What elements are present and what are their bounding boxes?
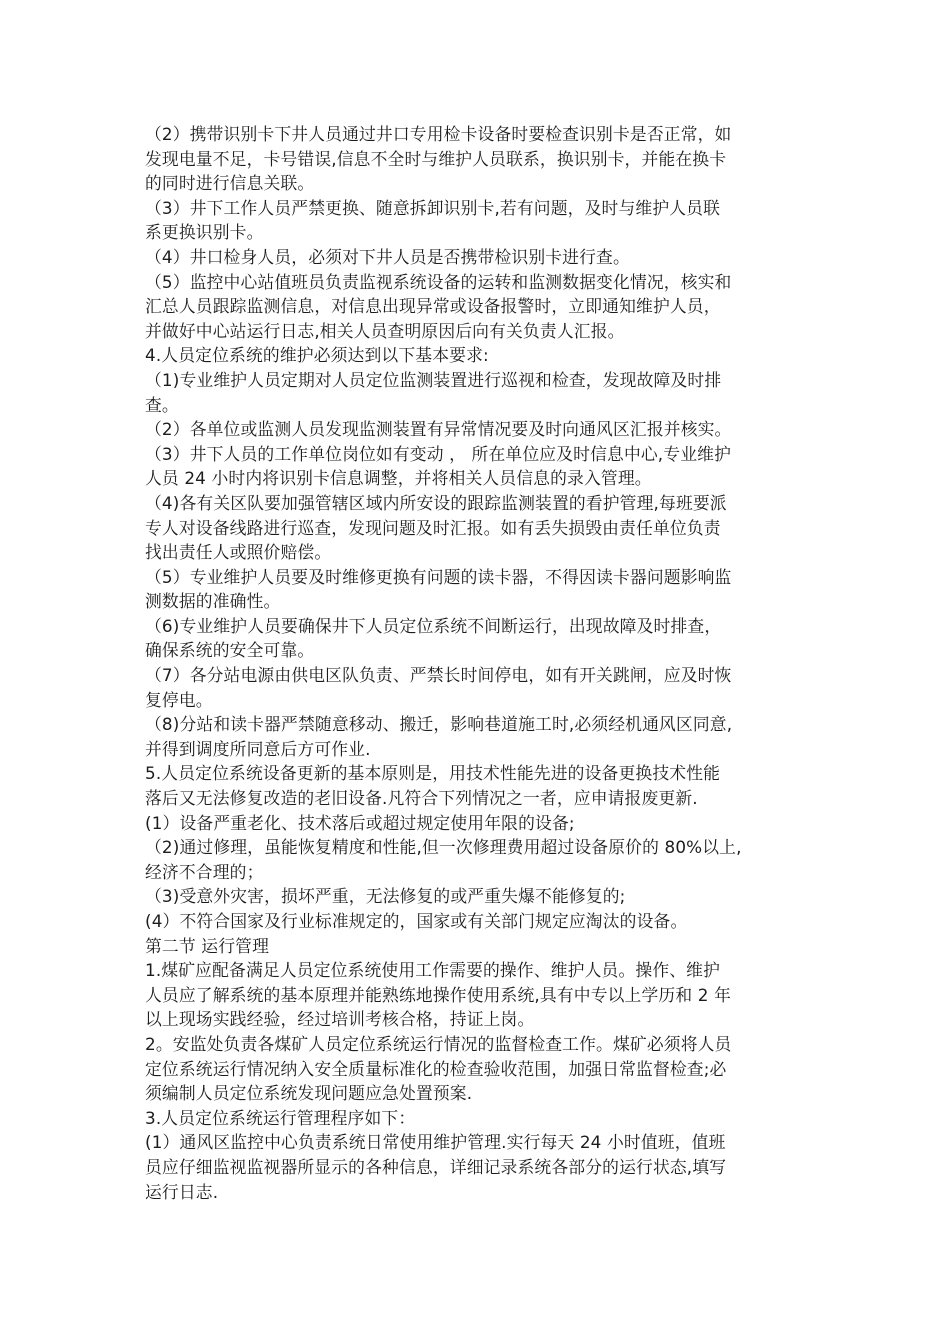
text-line: 专人对设备线路进行巡查，发现问题及时汇报。如有丢失损毁由责任单位负责 bbox=[145, 517, 721, 538]
text-line: 2。安监处负责各煤矿人员定位系统运行情况的监督检查工作。煤矿必须将人员 bbox=[145, 1033, 732, 1054]
text-line: （3)受意外灾害，损坏严重，无法修复的或严重失爆不能修复的; bbox=[145, 886, 626, 907]
text-line: 定位系统运行情况纳入安全质量标准化的检查验收范围，加强日常监督检查;必 bbox=[145, 1058, 727, 1079]
text-line: （7）各分站电源由供电区队负责、严禁长时间停电，如有开关跳闸，应及时恢 bbox=[145, 665, 732, 686]
text-line: 1.煤矿应配备满足人员定位系统使用工作需要的操作、维护人员。操作、维护 bbox=[145, 960, 721, 981]
text-line: 员应仔细监视监视器所显示的各种信息，详细记录系统各部分的运行状态,填写 bbox=[145, 1156, 727, 1177]
text-line: 以上现场实践经验，经过培训考核合格，持证上岗。 bbox=[145, 1009, 535, 1030]
text-line: 查。 bbox=[145, 394, 179, 415]
text-line: （3）井下工作人员严禁更换、随意拆卸识别卡,若有问题，及时与维护人员联 bbox=[145, 197, 721, 218]
text-line: （4)各有关区队要加强管辖区域内所安设的跟踪监测装置的看护管理,每班要派 bbox=[145, 492, 727, 513]
text-line: 发现电量不足，卡号错误,信息不全时与维护人员联系，换识别卡，并能在换卡 bbox=[145, 148, 727, 169]
text-line: 复停电。 bbox=[145, 689, 213, 710]
text-line: (4）不符合国家及行业标准规定的，国家或有关部门规定应淘汰的设备。 bbox=[145, 911, 688, 931]
text-line: （3）井下人员的工作单位岗位如有变动 ， 所在单位应及时信息中心,专业维护 bbox=[145, 443, 732, 464]
text-line: （8)分站和读卡器严禁随意移动、搬迁，影响巷道施工时,必须经机通风区同意, bbox=[145, 714, 733, 735]
text-line: （1)专业维护人员定期对人员定位监测装置进行巡视和检查，发现故障及时排 bbox=[145, 369, 722, 390]
text-line: 5.人员定位系统设备更新的基本原则是，用技术性能先进的设备更换技术性能 bbox=[145, 763, 721, 784]
text-line: （2）携带识别卡下井人员通过井口专用检卡设备时要检查识别卡是否正常，如 bbox=[145, 124, 732, 144]
text-line: （5）专业维护人员要及时维修更换有问题的读卡器，不得因读卡器问题影响监 bbox=[145, 566, 732, 587]
text-line: (1）设备严重老化、技术落后或超过规定使用年限的设备; bbox=[145, 812, 575, 833]
document-body bbox=[145, 122, 812, 1204]
text-line: （4）井口检身人员，必须对下井人员是否携带检识别卡进行查。 bbox=[145, 246, 630, 267]
text-line: 经济不合理的； bbox=[145, 861, 264, 882]
text-line: （5）监控中心站值班员负责监视系统设备的运转和监测数据变化情况，核实和 bbox=[145, 271, 732, 292]
text-line: 的同时进行信息关联。 bbox=[145, 173, 315, 194]
text-line: 并做好中心站运行日志,相关人员查明原因后向有关负责人汇报。 bbox=[145, 320, 625, 341]
text-line: 人员 24 小时内将识别卡信息调整，并将相关人员信息的录入管理。 bbox=[145, 468, 652, 489]
text-line: 3.人员定位系统运行管理程序如下： bbox=[145, 1107, 416, 1128]
text-line: (1）通风区监控中心负责系统日常使用维护管理.实行每天 24 小时值班，值班 bbox=[145, 1132, 726, 1153]
text-line: 落后又无法修复改造的老旧设备.凡符合下列情况之一者，应申请报废更新. bbox=[145, 788, 698, 809]
text-line: （6)专业维护人员要确保井下人员定位系统不间断运行，出现故障及时排查， bbox=[145, 615, 722, 636]
text-line: 4.人员定位系统的维护必须达到以下基本要求: bbox=[145, 345, 489, 366]
text-line: 并得到调度所同意后方可作业. bbox=[145, 738, 371, 759]
text-line: 系更换识别卡。 bbox=[145, 222, 264, 243]
text-line: 第二节 运行管理 bbox=[145, 935, 270, 956]
text-line: 人员应了解系统的基本原理并能熟练地操作使用系统,具有中专以上学历和 2 年 bbox=[145, 984, 732, 1005]
text-line: 汇总人员跟踪监测信息，对信息出现异常或设备报警时，立即通知维护人员， bbox=[145, 296, 721, 317]
text-line: 确保系统的安全可靠。 bbox=[145, 640, 315, 661]
text-line: 找出责任人或照价赔偿。 bbox=[145, 542, 332, 563]
text-line: （2)通过修理，虽能恢复精度和性能,但一次修理费用超过设备原价的 80%以上, bbox=[145, 837, 742, 858]
text-line: 测数据的准确性。 bbox=[145, 591, 281, 612]
text-line: （2）各单位或监测人员发现监测装置有异常情况要及时向通风区汇报并核实。 bbox=[145, 419, 732, 440]
text-line: 运行日志. bbox=[145, 1181, 219, 1202]
text-line: 须编制人员定位系统发现问题应急处置预案. bbox=[145, 1083, 473, 1104]
